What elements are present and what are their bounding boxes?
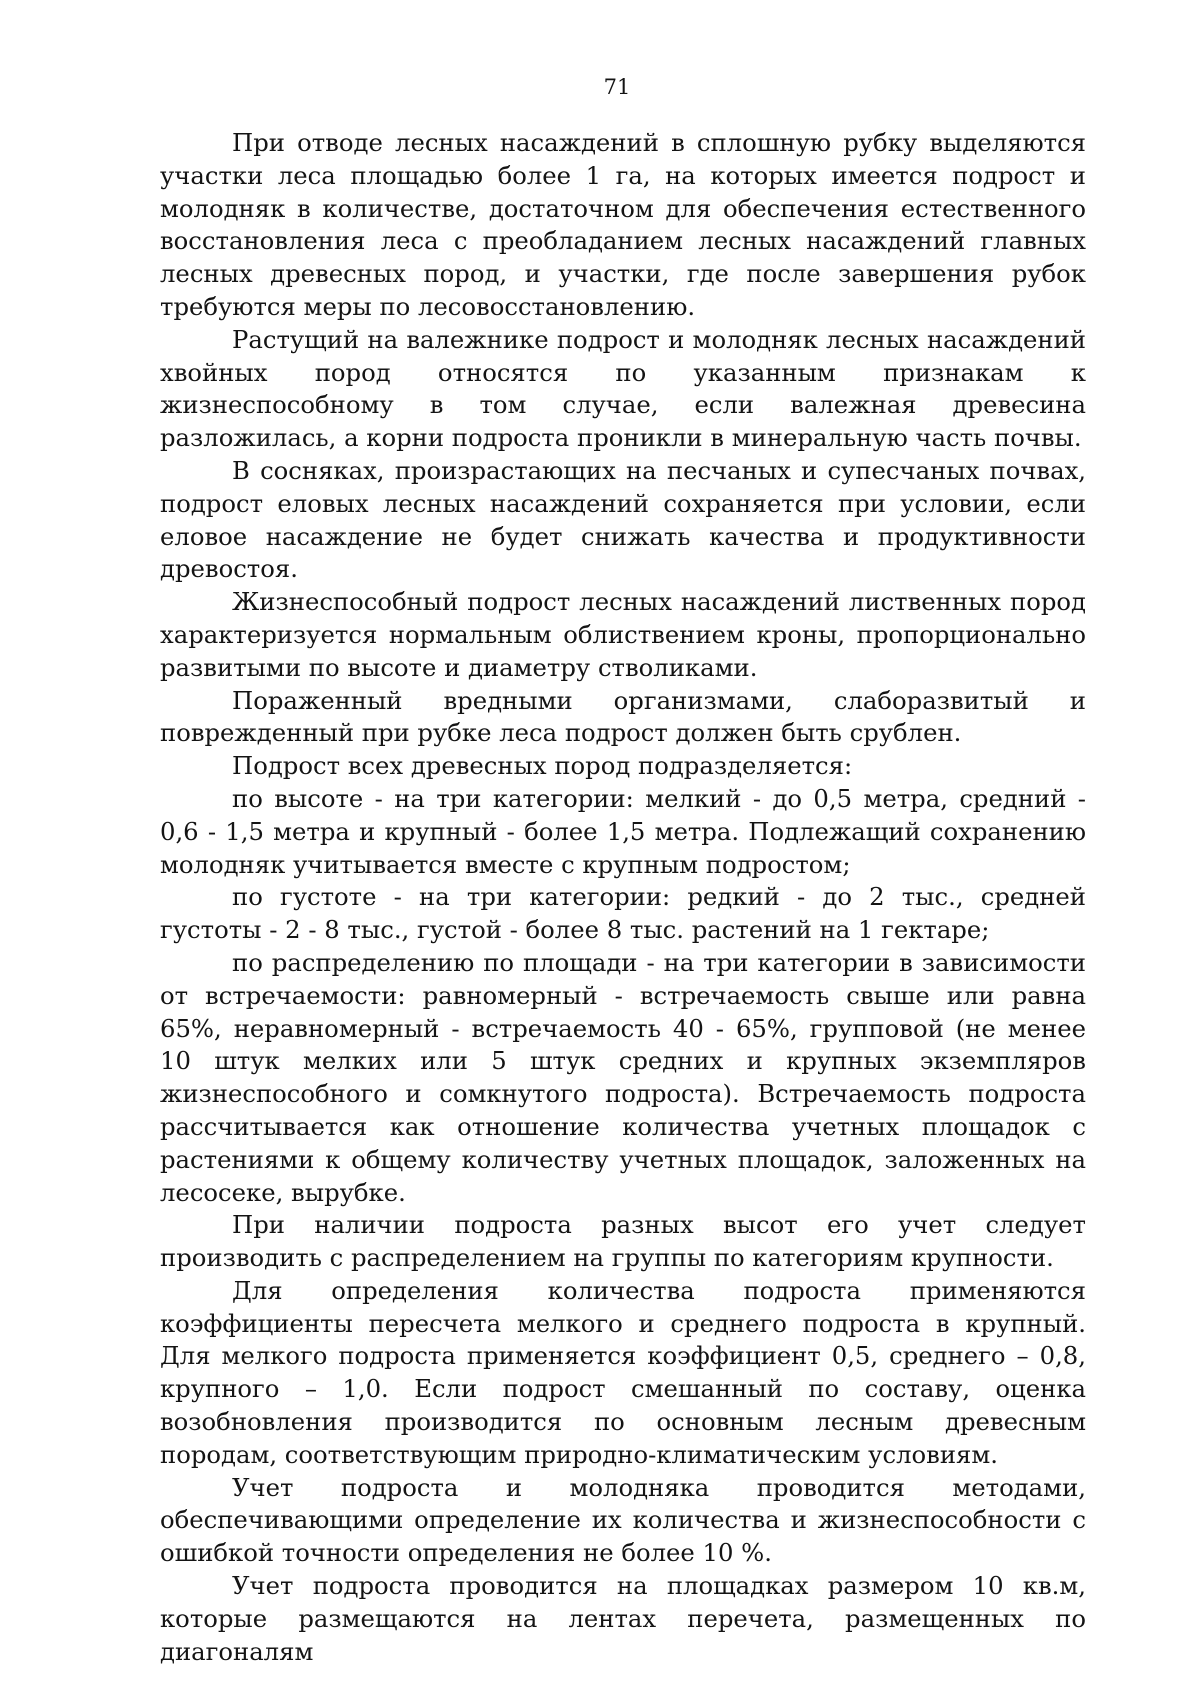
body-text xyxy=(160,127,1086,1668)
paragraph: В сосняках, произрастающих на песчаных и супесчаных почвах, подрост еловых лесных насаждений сохраняется при условии, если еловое насаждение не будет снижать качества и продуктивности древостоя. xyxy=(160,455,1086,584)
paragraph: по распределению по площади - на три категории в зависимости от встречаемости: равномерный - встречаемость свыше или равна 65%, неравномерный - встречаемость 40 - 65%, групповой (не менее 10 штук мелких или 5 штук средних и крупных экземпляров жизнеспособного и сомкнутого подроста). Встречаемость подроста рассчитывается как отношение количества учетных площадок с растениями к общему количеству учетных площадок, заложенных на лесосеке, вырубке. xyxy=(160,947,1086,1207)
paragraph: по высоте - на три категории: мелкий - до 0,5 метра, средний - 0,6 - 1,5 метра и крупный - более 1,5 метра. Подлежащий сохранению молодняк учитывается вместе с крупным подростом; xyxy=(160,783,1086,879)
paragraph: Растущий на валежнике подрост и молодняк лесных насаждений хвойных пород относятся по указанным признакам к жизнеспособному в том случае, если валежная древесина разложилась, а корни подроста проникли в минеральную часть почвы. xyxy=(160,324,1086,453)
paragraph: Пораженный вредными организмами, слаборазвитый и поврежденный при рубке леса подрост должен быть срублен. xyxy=(160,685,1086,748)
page-number: 71 xyxy=(603,75,631,99)
paragraph: Для определения количества подроста применяются коэффициенты пересчета мелкого и среднего подроста в крупный. Для мелкого подроста применяется коэффициент 0,5, среднего – 0,8, крупного – 1,0. Если подрост смешанный по составу, оценка возобновления производится по основным лесным древесным породам, соответствующим природно-климатическим условиям. xyxy=(160,1275,1086,1469)
paragraph: Учет подроста и молодняка проводится методами, обеспечивающими определение их количества и жизнеспособности с ошибкой точности определения не более 10 %. xyxy=(160,1472,1086,1568)
paragraph: Жизнеспособный подрост лесных насаждений лиственных пород характеризуется нормальным облиствением кроны, пропорционально развитыми по высоте и диаметру стволиками. xyxy=(160,587,1086,682)
paragraph: по густоте - на три категории: редкий - до 2 тыс., средней густоты - 2 - 8 тыс., густой - более 8 тыс. растений на 1 гектаре; xyxy=(160,882,1086,945)
paragraph: При наличии подроста разных высот его учет следует производить с распределением на группы по категориям крупности. xyxy=(160,1210,1086,1273)
paragraph: Учет подроста проводится на площадках размером 10 кв.м, которые размещаются на лентах перечета, размещенных по диагоналям xyxy=(160,1571,1086,1666)
paragraph: При отводе лесных насаждений в сплошную рубку выделяются участки леса площадью более 1 га, на которых имеется подрост и молодняк в количестве, достаточном для обеспечения естественного восстановления леса с преобладанием лесных насаждений главных лесных древесных пород, и участки, где после завершения рубок требуются меры по лесовосстановлению. xyxy=(160,128,1086,321)
paragraph: Подрост всех древесных пород подразделяется: xyxy=(232,751,853,781)
